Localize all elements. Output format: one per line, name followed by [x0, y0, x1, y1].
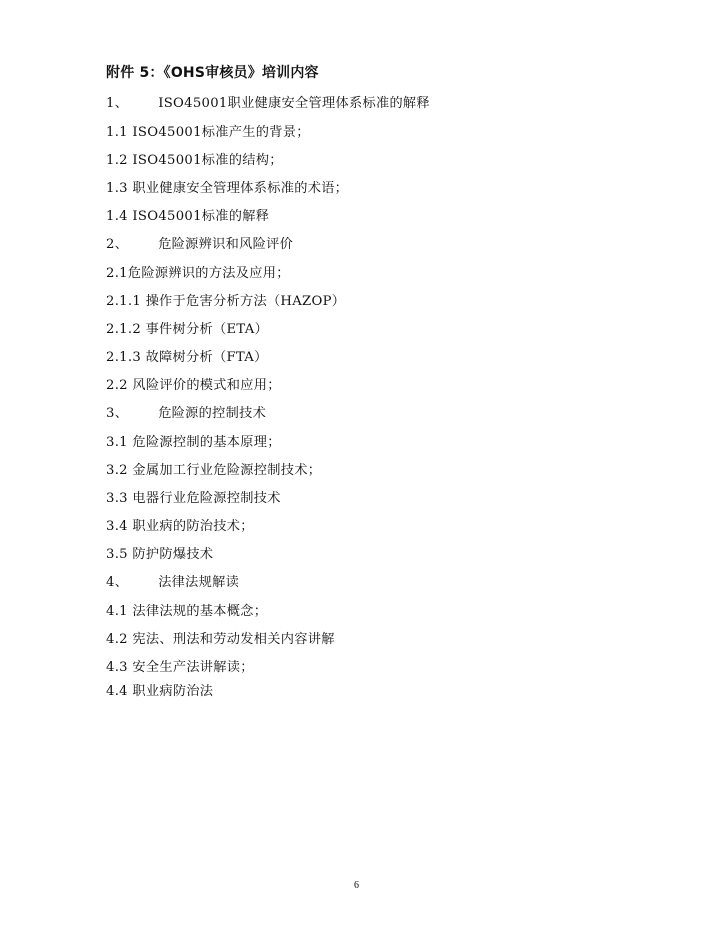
list-item: [106, 402, 266, 421]
item-number: 3、: [106, 406, 129, 421]
item-number: 2.1.3: [106, 350, 142, 365]
item-text: 金属加工行业危险源控制技术；: [132, 463, 322, 478]
item-number: 1.1: [106, 125, 128, 140]
list-item: [106, 290, 345, 309]
item-text: 危险源控制的基本原理；: [132, 435, 281, 450]
item-number: 2.1.2: [106, 322, 142, 337]
list-item: [106, 571, 239, 590]
item-text: 安全生产法讲解读；: [132, 660, 254, 675]
item-number: 1.4: [106, 209, 128, 224]
item-number: 2、: [106, 237, 129, 252]
list-item: [106, 656, 254, 675]
item-text: 故障树分析（FTA）: [145, 350, 268, 365]
item-number: 4.2: [106, 632, 128, 647]
list-item: [106, 487, 281, 506]
item-text: 职业健康安全管理体系标准的术语；: [132, 181, 349, 196]
item-number: 1、: [106, 96, 129, 111]
item-number: 2.1: [106, 266, 128, 281]
item-number: 1.2: [106, 153, 128, 168]
list-item: [106, 600, 267, 619]
item-text: 风险评价的模式和应用；: [132, 378, 281, 393]
item-text: 法律法规解读: [158, 575, 240, 590]
list-item: [106, 680, 213, 699]
item-text: 防护防爆技术: [132, 547, 214, 562]
list-item: [106, 318, 268, 337]
document-heading: 附件 5：《OHS审核员》培训内容: [106, 65, 319, 81]
list-item: [106, 346, 268, 365]
item-text: ISO45001标准的解释: [132, 209, 270, 224]
item-text: 职业病防治法: [132, 684, 214, 699]
item-text: 职业病的防治技术；: [132, 519, 254, 534]
list-item: [106, 262, 290, 281]
item-number: 3.4: [106, 519, 128, 534]
item-number: 2.2: [106, 378, 128, 393]
item-number: 2.1.1: [106, 294, 142, 309]
list-item: [106, 515, 254, 534]
item-number: 4.4: [106, 684, 128, 699]
item-number: 1.3: [106, 181, 128, 196]
item-text: 危险源辨识的方法及应用；: [127, 266, 290, 281]
list-item: [106, 543, 213, 562]
list-item: [106, 233, 293, 252]
item-text: 法律法规的基本概念；: [132, 604, 268, 619]
page-number: 6: [354, 880, 359, 891]
list-item: [106, 374, 281, 393]
list-item: [106, 628, 335, 647]
item-text: 宪法、刑法和劳动发相关内容讲解: [132, 632, 335, 647]
item-text: ISO45001职业健康安全管理体系标准的解释: [158, 96, 430, 111]
list-item: [106, 92, 430, 111]
list-item: [106, 459, 321, 478]
item-text: 危险源的控制技术: [158, 406, 267, 421]
item-text: 危险源辨识和风险评价: [158, 237, 294, 252]
list-item: [106, 149, 283, 168]
list-item: [106, 177, 348, 196]
item-number: 3.2: [106, 463, 128, 478]
item-text: ISO45001标准的结构；: [132, 153, 283, 168]
list-item: [106, 121, 310, 140]
list-item: [106, 431, 281, 450]
item-text: 操作于危害分析方法（HAZOP）: [145, 294, 346, 309]
item-number: 3.1: [106, 435, 128, 450]
item-number: 4.3: [106, 660, 128, 675]
item-text: ISO45001标准产生的背景；: [132, 125, 310, 140]
list-item: [106, 205, 269, 224]
item-text: 事件树分析（ETA）: [145, 322, 269, 337]
item-number: 4、: [106, 575, 129, 590]
item-number: 4.1: [106, 604, 128, 619]
item-text: 电器行业危险源控制技术: [132, 491, 281, 506]
item-number: 3.3: [106, 491, 128, 506]
item-number: 3.5: [106, 547, 128, 562]
